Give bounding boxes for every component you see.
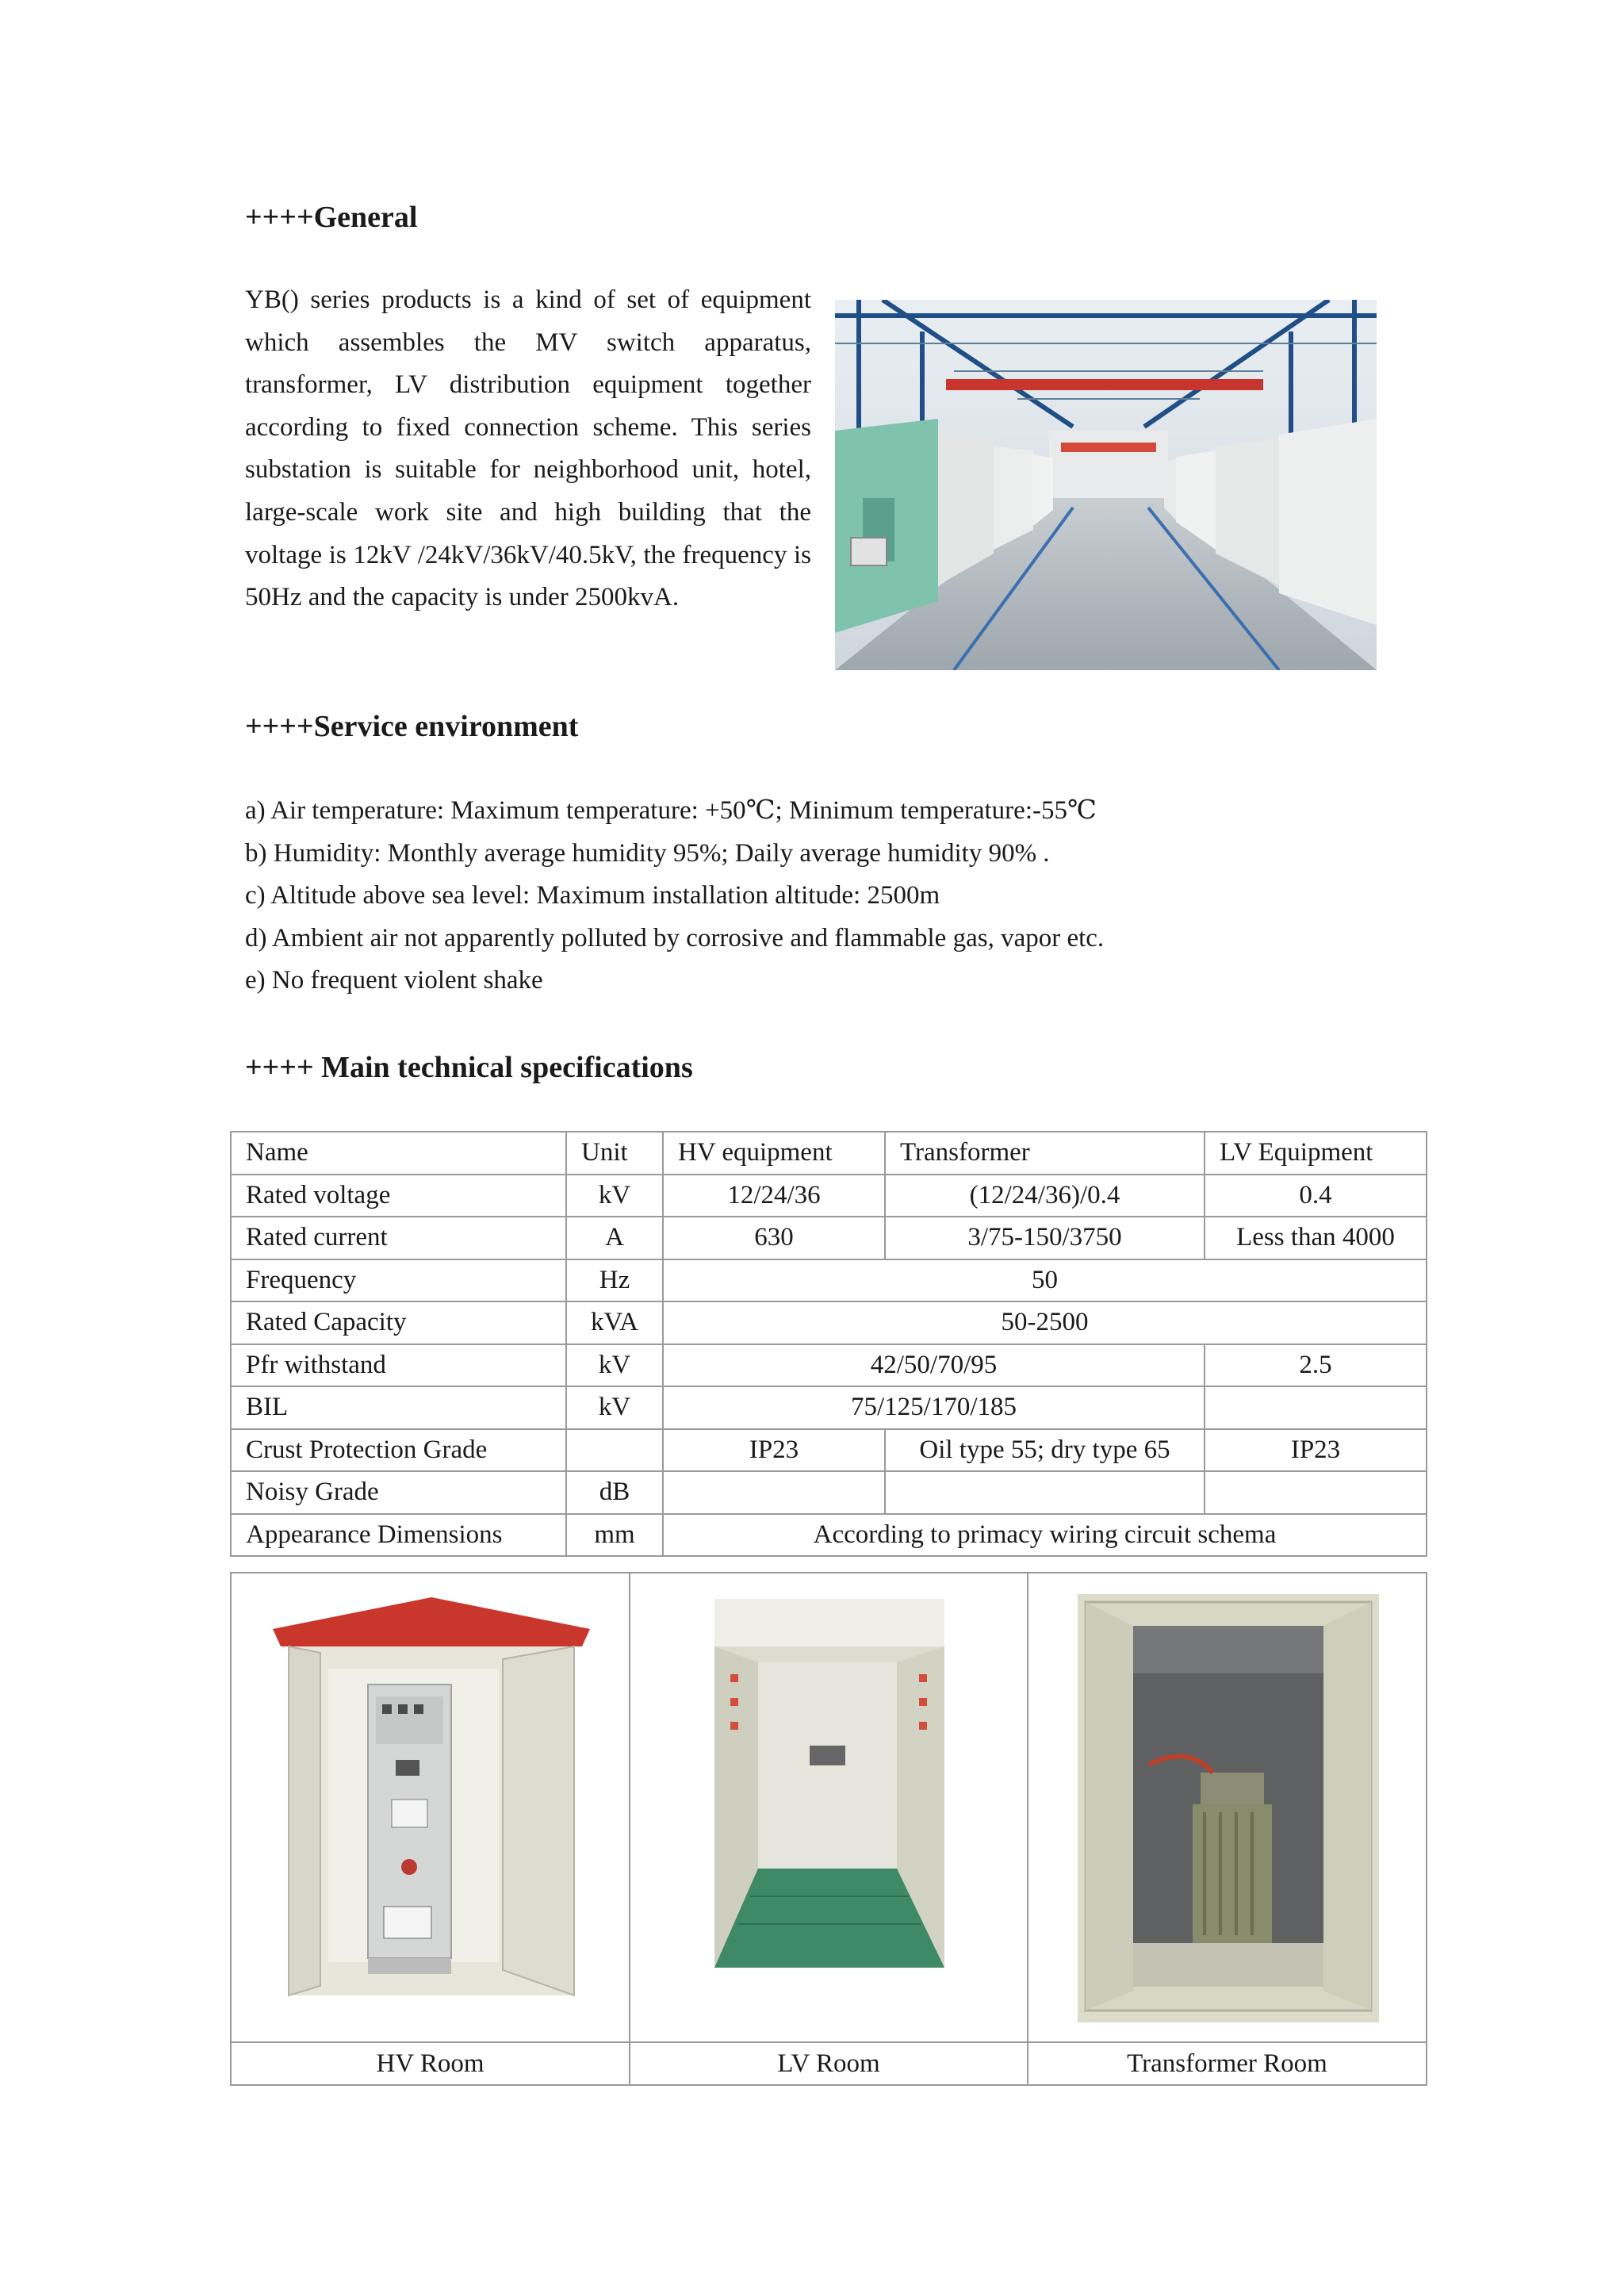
lv-cell — [1205, 1386, 1427, 1429]
substation-warehouse-photo — [835, 300, 1377, 670]
merged-value-cell: 50-2500 — [663, 1301, 1427, 1344]
hv-room-photo — [265, 1597, 598, 2010]
unit-cell: kV — [566, 1175, 663, 1217]
lv-room-caption: LV Room — [630, 2042, 1028, 2085]
hv-room-photo-cell — [231, 1573, 630, 2042]
hv-cell — [663, 1471, 885, 1514]
unit-cell: kVA — [566, 1301, 663, 1344]
unit-cell: Hz — [566, 1259, 663, 1302]
table-row — [231, 1471, 1427, 1514]
transformer-room-photo — [1078, 1594, 1379, 2022]
unit-cell — [566, 1429, 663, 1472]
name-cell: Appearance Dimensions — [231, 1514, 566, 1557]
header-cell: Unit — [566, 1132, 663, 1175]
header-cell: HV equipment — [663, 1132, 885, 1175]
transformer-cell — [885, 1471, 1205, 1514]
hv-cell: IP23 — [663, 1429, 885, 1472]
table-row — [231, 1217, 1427, 1259]
table-row — [231, 1259, 1427, 1302]
table-row — [231, 1175, 1427, 1217]
transformer-cell: (12/24/36)/0.4 — [885, 1175, 1205, 1217]
table-row — [231, 1386, 1427, 1429]
list-item: e) No frequent violent shake — [245, 966, 543, 995]
unit-cell: kV — [566, 1344, 663, 1387]
name-cell: Rated Capacity — [231, 1301, 566, 1344]
header-cell: LV Equipment — [1205, 1132, 1427, 1175]
table-header-row — [231, 1132, 1427, 1175]
general-paragraph: YB() series products is a kind of set of equipment which assembles the MV switch apparatus, transformer, LV distribution equipment together according to fixed connection scheme. This series substation is suitable for neighborhood unit, hotel, large-scale work site and high building that the voltage is 12kV /24kV/36kV/40.5kV, the frequency is 50Hz and the capacity is under 2500kvA. — [245, 286, 811, 612]
specifications-table — [230, 1131, 1427, 1557]
lv-cell — [1205, 1471, 1427, 1514]
name-cell: Noisy Grade — [231, 1471, 566, 1514]
list-item: b) Humidity: Monthly average humidity 95%; Daily average humidity 90% . — [245, 838, 1050, 868]
lv-cell: 2.5 — [1205, 1344, 1427, 1387]
general-heading: ++++General — [245, 201, 418, 234]
service-environment-heading: ++++Service environment — [245, 710, 579, 743]
transformer-cell: 3/75-150/3750 — [885, 1217, 1205, 1259]
hv-room-caption: HV Room — [231, 2042, 630, 2085]
hv-cell: 12/24/36 — [663, 1175, 885, 1217]
table-row — [231, 1514, 1427, 1557]
lv-cell: IP23 — [1205, 1429, 1427, 1472]
name-cell: Rated voltage — [231, 1175, 566, 1217]
hv-cell: 630 — [663, 1217, 885, 1259]
lv-cell: 0.4 — [1205, 1175, 1427, 1217]
hv-transformer-cell: 42/50/70/95 — [663, 1344, 1205, 1387]
lv-room-photo — [714, 1599, 944, 1968]
transformer-cell: Oil type 55; dry type 65 — [885, 1429, 1205, 1472]
merged-value-cell: 50 — [663, 1259, 1427, 1302]
lv-cell: Less than 4000 — [1205, 1217, 1427, 1259]
name-cell: Pfr withstand — [231, 1344, 566, 1387]
table-row — [231, 1344, 1427, 1387]
service-environment-list — [245, 790, 1434, 1002]
unit-cell: mm — [566, 1514, 663, 1557]
merged-value-cell: According to primacy wiring circuit schema — [663, 1514, 1427, 1557]
transformer-room-caption: Transformer Room — [1028, 2042, 1427, 2085]
name-cell: Frequency — [231, 1259, 566, 1302]
rooms-table — [230, 1572, 1427, 2086]
list-item: c) Altitude above sea level: Maximum installation altitude: 2500m — [245, 881, 940, 910]
name-cell: BIL — [231, 1386, 566, 1429]
unit-cell: dB — [566, 1471, 663, 1514]
specifications-heading: ++++ Main technical specifications — [245, 1051, 693, 1084]
room-photos-row — [231, 1573, 1427, 2042]
table-row — [231, 1429, 1427, 1472]
unit-cell: kV — [566, 1386, 663, 1429]
unit-cell: A — [566, 1217, 663, 1259]
list-item: d) Ambient air not apparently polluted by corrosive and flammable gas, vapor etc. — [245, 923, 1105, 953]
room-captions-row — [231, 2042, 1427, 2085]
name-cell: Crust Protection Grade — [231, 1429, 566, 1472]
transformer-room-photo-cell — [1028, 1573, 1427, 2042]
lv-room-photo-cell — [630, 1573, 1028, 2042]
header-cell: Name — [231, 1132, 566, 1175]
header-cell: Transformer — [885, 1132, 1205, 1175]
table-row — [231, 1301, 1427, 1344]
hv-transformer-cell: 75/125/170/185 — [663, 1386, 1205, 1429]
name-cell: Rated current — [231, 1217, 566, 1259]
list-item: a) Air temperature: Maximum temperature: +50℃; Minimum temperature:-55℃ — [245, 796, 1097, 825]
